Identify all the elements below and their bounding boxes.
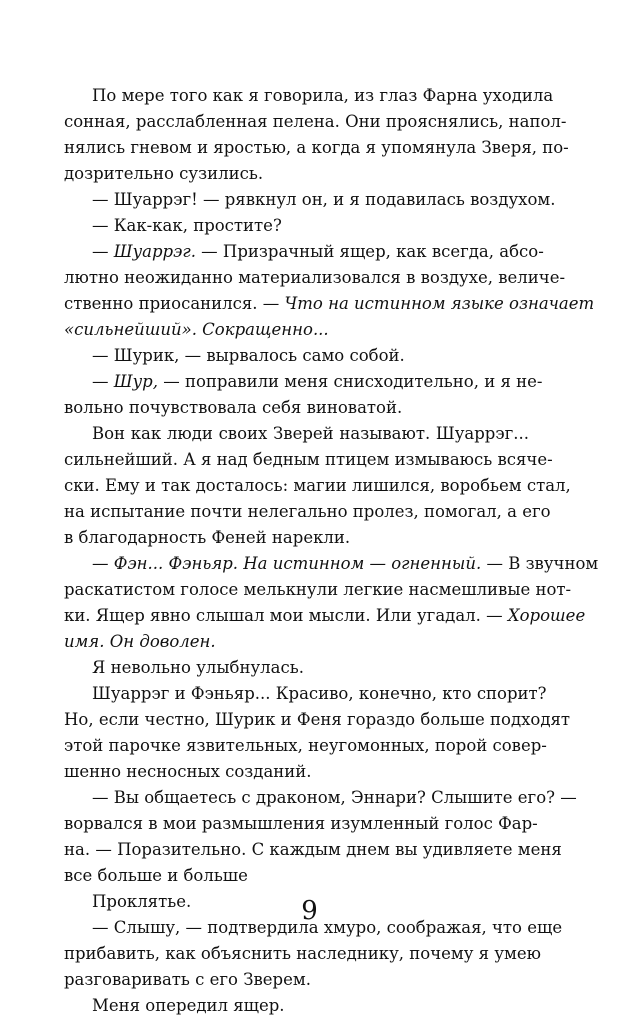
- text-segment: Меня опередил ящер.: [92, 996, 285, 1015]
- text-line: [64, 681, 547, 707]
- italic-text-segment: — Фэн... Фэньяр. На истинном — огненный.: [92, 554, 482, 573]
- text-line: [64, 317, 529, 343]
- text-line: [64, 603, 586, 629]
- text-line: [64, 395, 529, 421]
- italic-text-segment: Хорошее: [507, 606, 586, 625]
- text-segment: —: [92, 372, 114, 391]
- text-line: [64, 733, 547, 759]
- text-line: [64, 525, 529, 551]
- text-line: [64, 369, 543, 395]
- text-line: [64, 187, 556, 213]
- text-segment: все больше и больше: [64, 866, 248, 885]
- text-segment: в благодарность Феней нарекли.: [64, 528, 351, 547]
- text-line: [64, 811, 538, 837]
- text-line: [64, 863, 529, 889]
- text-segment: ворвался в мои размышления изумленный голос Фар-: [64, 814, 538, 833]
- text-line: [64, 837, 562, 863]
- text-line: [64, 551, 599, 577]
- text-line: [64, 785, 577, 811]
- text-line: [64, 577, 572, 603]
- text-line: [64, 707, 571, 733]
- text-line: [64, 967, 529, 993]
- text-segment: шенно несносных созданий.: [64, 762, 312, 781]
- text-line: [64, 265, 566, 291]
- text-segment: ственно приосанился. —: [64, 294, 285, 313]
- text-segment: Я невольно улыбнулась.: [92, 658, 304, 677]
- text-line: [64, 213, 529, 239]
- text-segment: — Слышу, — подтвердила хмуро, соображая, что еще: [92, 918, 563, 937]
- italic-text-segment: Что на истинном языке означает: [284, 294, 595, 313]
- text-line: [64, 421, 529, 447]
- text-line: [64, 83, 554, 109]
- text-segment: этой парочке язвительных, неугомонных, порой совер-: [64, 736, 547, 755]
- text-segment: вольно почувствовала себя виноватой.: [64, 398, 403, 417]
- text-segment: — Как-как, простите?: [92, 216, 282, 235]
- text-segment: дозрительно сузились.: [64, 164, 264, 183]
- text-line: [64, 239, 544, 265]
- text-line: [64, 161, 529, 187]
- text-segment: лютно неожиданно материализовался в воздухе, величе-: [64, 268, 566, 287]
- text-segment: прибавить, как объяснить наследнику, почему я умею: [64, 944, 541, 963]
- text-segment: Проклятье.: [92, 892, 192, 911]
- text-segment: на испытание почти нелегально пролез, помогал, а его: [64, 502, 551, 521]
- italic-text-segment: Шуаррэг.: [113, 242, 196, 261]
- text-segment: ски. Ему и так досталось: магии лишился, воробьем стал,: [64, 476, 571, 495]
- text-line: [64, 499, 551, 525]
- text-line: [64, 629, 529, 655]
- text-segment: — Шуаррэг! — рявкнул он, и я подавилась воздухом.: [92, 190, 556, 209]
- text-line: [64, 343, 529, 369]
- text-line: [64, 655, 529, 681]
- text-segment: ки. Ящер явно слышал мои мысли. Или угадал. —: [64, 606, 508, 625]
- text-segment: нялись гневом и яростью, а когда я упомянула Зверя, по-: [64, 138, 569, 157]
- text-segment: Шуаррэг и Фэньяр... Красиво, конечно, кто спорит?: [92, 684, 547, 703]
- text-segment: Но, если честно, Шурик и Феня гораздо больше подходят: [64, 710, 571, 729]
- italic-text-segment: «сильнейший». Сокращенно...: [64, 320, 329, 339]
- text-line: [64, 941, 541, 967]
- text-line: [64, 291, 595, 317]
- text-segment: раскатистом голосе мелькнули легкие насмешливые нот-: [64, 580, 572, 599]
- text-line: [64, 993, 529, 1019]
- text-line: [64, 447, 553, 473]
- text-line: [64, 135, 569, 161]
- page-number: 9: [301, 896, 318, 926]
- text-segment: По мере того как я говорила, из глаз Фарна уходила: [92, 86, 554, 105]
- text-segment: сильнейший. А я над бедным птицем измываюсь всяче-: [64, 450, 553, 469]
- text-segment: на. — Поразительно. С каждым днем вы удивляете меня: [64, 840, 562, 859]
- text-segment: — Призрачный ящер, как всегда, абсо-: [195, 242, 544, 261]
- text-line: [64, 473, 571, 499]
- text-segment: — Шурик, — вырвалось само собой.: [92, 346, 405, 365]
- text-segment: Вон как люди своих Зверей называют. Шуаррэг...: [92, 424, 529, 443]
- text-line: [64, 759, 529, 785]
- italic-text-segment: имя. Он доволен.: [64, 632, 216, 651]
- text-segment: — Вы общаетесь с драконом, Эннари? Слышите его? —: [92, 788, 577, 807]
- text-segment: —: [92, 242, 114, 261]
- text-segment: — поправили меня снисходительно, и я не-: [157, 372, 543, 391]
- text-segment: сонная, расслабленная пелена. Они прояснялись, напол-: [64, 112, 567, 131]
- text-line: [64, 109, 567, 135]
- text-segment: разговаривать с его Зверем.: [64, 970, 311, 989]
- italic-text-segment: Шур,: [113, 372, 158, 391]
- text-segment: — В звучном: [481, 554, 599, 573]
